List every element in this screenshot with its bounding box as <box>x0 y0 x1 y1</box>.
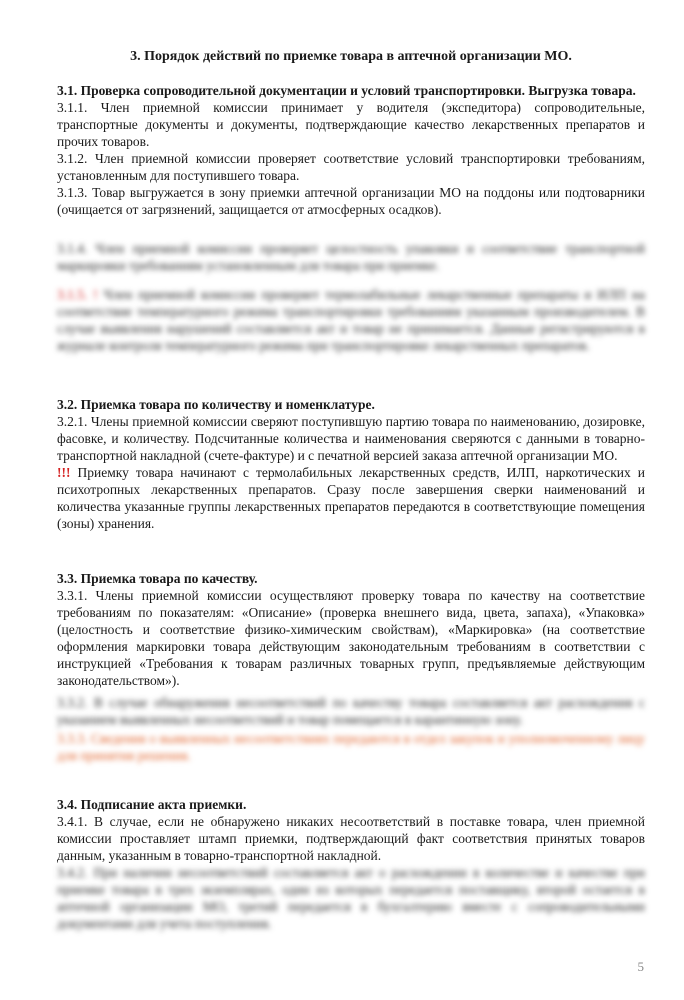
paragraph-3-2-1: 3.2.1. Члены приемной комиссии сверяют поступившую партию товара по наименованию, дозировке, фасовке, и количеству. Подсчитанные количества и наименования сверяются с данными в товарно-транспортной накладной (счете-фактуре) и с печатной версией заказа аптечной организации МО. <box>57 414 645 463</box>
paragraph-3-2-2-text: Приемку товара начинают с термолабильных лекарственных средств, ИЛП, наркотических и психотропных лекарственных препаратов. Сразу после завершения сверки наименований и количества указанные группы лекарственных препаратов передаются в соответствующие помещения (зоны) хранения. <box>57 465 645 531</box>
section-3-2 <box>57 396 645 532</box>
redacted-text-block: 3.4.2. При наличии несоответствий составляется акт о расхождении в количестве и качестве при приемке товара в трех экземплярах, один из которых передается поставщику, второй остается в аптечной организации МО, третий передается в бухгалтерию вместе с сопроводительными документами для учета поступления. <box>57 865 645 931</box>
section-3-1-heading: 3.1. Проверка сопроводительной документации и условий транспортировки. Выгрузка товара. <box>57 83 636 98</box>
section-3-3 <box>57 570 645 689</box>
paragraph-3-3-1: 3.3.1. Члены приемной комиссии осуществляют проверку товара по качеству на соответствие требованиям по показателям: «Описание» (проверка внешнего вида, цвета, запаха), «Упаковка» (целостность и соответствие физико-химическим свойствам), «Маркировка» (на соответствие оформления маркировки товара действующим законодательным требованиям в соответствии с инструкцией «Требования к товарам различных товарных групп, предъявляемые действующим законодательством»). <box>57 588 645 688</box>
section-3-4 <box>57 796 645 864</box>
section-3-4-heading: 3.4. Подписание акта приемки. <box>57 797 247 812</box>
redacted-text-block: 3.1.4. Член приемной комиссии проверяет целостность упаковки и соответствие транспортной маркировки требованиям установленным для товара при приемке. 3.1.5. ! Член приемной комиссии проверяет термолабильные лекарственные препараты и ИЛП на соответствие температурного режима транспортировки требованиям указанным производителем. В случае выявления нарушений составляется акт и товар не принимается. Данные регистрируются в журнале контроля температурного режима при транспортировке лекарственных препаратов. <box>57 241 645 353</box>
paragraph-3-4-1: 3.4.1. В случае, если не обнаружено никаких несоответствий в поставке товара, член приемной комиссии проставляет штамп приемки, подтверждающий факт соответствия принятых товаров данным, указанным в товарно-транспортной накладной. <box>57 814 645 863</box>
paragraph-3-1-3: 3.1.3. Товар выгружается в зону приемки аптечной организации МО на поддоны или подтоварники (очищается от загрязнений, защищается от атмосферных осадков). <box>57 185 645 217</box>
page-number: 5 <box>637 959 644 974</box>
page-title: 3. Порядок действий по приемке товара в аптечной организации МО. <box>130 49 572 64</box>
section-3-1 <box>57 82 645 218</box>
paragraph-3-1-1: 3.1.1. Член приемной комиссии принимает у водителя (экспедитора) сопроводительные, транспортные документы и документы, подтверждающие качество лекарственных препаратов и прочих товаров. <box>57 100 645 149</box>
redacted-text-block: 3.3.2. В случае обнаружения несоответствий по качеству товара составляется акт расхождения с указанием выявленных несоответствий и товар помещается в карантинную зону. 3.3.3. Сведения о выявленных несоответствиях передаются в отдел закупок и уполномоченному лицу для принятия решения. <box>57 695 645 763</box>
section-3-2-heading: 3.2. Приемка товара по количеству и номенклатуре. <box>57 397 375 412</box>
paragraph-3-1-2: 3.1.2. Член приемной комиссии проверяет соответствие условий транспортировки требованиям, установленным для поступившего товара. <box>57 151 645 183</box>
section-3-3-heading: 3.3. Приемка товара по качеству. <box>57 571 258 586</box>
paragraph-3-2-2 <box>57 464 645 532</box>
warning-mark: !!! <box>57 465 71 480</box>
